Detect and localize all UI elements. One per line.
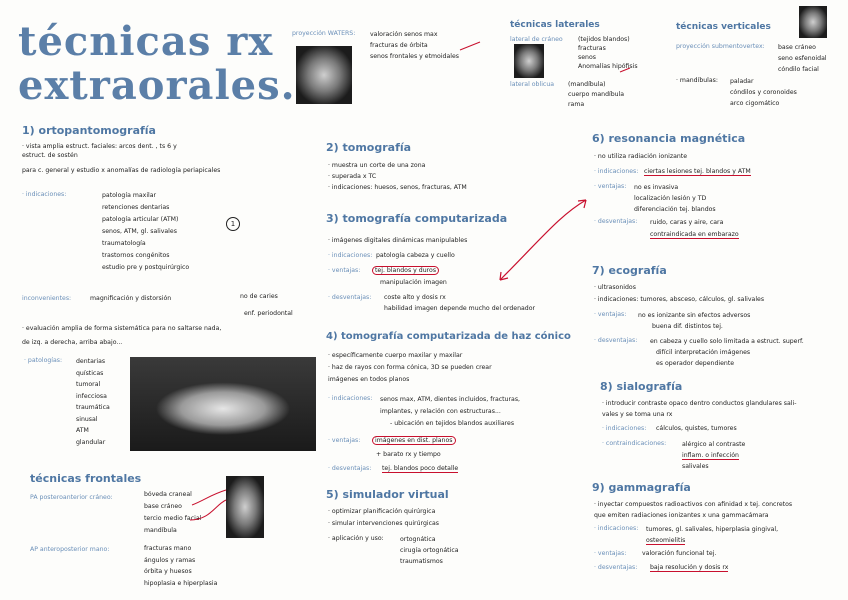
- list-item: rama: [568, 101, 585, 108]
- s5-line: · simular intervenciones quirúrgicas: [328, 520, 440, 527]
- s9-heading: 9) gammagrafía: [592, 481, 691, 494]
- list-item: (tejidos blandos): [578, 36, 630, 43]
- s9-des-highlight: baja resolución y dosis rx: [650, 564, 729, 571]
- list-item: arco cigomático: [730, 100, 780, 107]
- list-item: seno esfenoidal: [778, 55, 827, 62]
- s4-des-highlight: tej. blandos poco detalle: [382, 465, 459, 472]
- s6-ind-label: · indicaciones:: [594, 168, 639, 175]
- list-item: cóndilo facial: [778, 66, 819, 73]
- vert-l2-label: · mandíbulas:: [676, 77, 718, 84]
- list-item: fracturas de órbita: [370, 42, 428, 49]
- lateral-pointer-arrow: [620, 68, 630, 72]
- list-item: cuerpo mandíbula: [568, 91, 625, 98]
- mri-ct-arrow: [500, 200, 586, 280]
- list-item: cirugía ortognática: [400, 547, 459, 554]
- s1-par-label: · patologías:: [24, 357, 63, 364]
- s6-heading: 6) resonancia magnética: [592, 132, 746, 145]
- s6-vent-line: no es invasiva: [634, 184, 679, 191]
- s4-heading: 4) tomografía computarizada de haz cónico: [326, 331, 571, 342]
- list-item: base cráneo: [778, 44, 816, 51]
- s8-ind: cálculos, quistes, tumores: [656, 425, 737, 432]
- list-item: fracturas mano: [144, 545, 192, 552]
- s1-eval: · evaluación amplia de forma sistemática para no saltarse nada,: [22, 325, 222, 332]
- list-item: base cráneo: [144, 503, 182, 510]
- front-l1-label: PA posteroanterior cráneo:: [30, 494, 113, 501]
- s1-inc: enf. periodontal: [244, 310, 293, 317]
- front-heading: técnicas frontales: [30, 472, 142, 485]
- s2-line: · indicaciones: huesos, senos, fracturas, ATM: [328, 184, 467, 191]
- s6-vent-line: diferenciación tej. blandos: [634, 206, 716, 213]
- list-item: senos, ATM, gl. salivales: [102, 228, 177, 235]
- s4-vent-label: · ventajas:: [328, 437, 361, 444]
- list-item: ortognática: [400, 536, 436, 543]
- list-item: patología maxilar: [102, 192, 157, 199]
- list-item: senos: [578, 54, 596, 61]
- list-item: traumatismos: [400, 558, 443, 565]
- waters-label: proyección WATERS:: [292, 30, 356, 37]
- lat-l2-label: lateral oblicua: [510, 81, 555, 88]
- list-item: hipoplasia e hiperplasia: [144, 579, 218, 587]
- s1-line: · vista amplia estruct. faciales: arcos dent. , ts 6 y: [22, 143, 177, 150]
- s6-line: · no utiliza radiación ionizante: [594, 153, 688, 160]
- front-pointer-arrow: [190, 500, 226, 520]
- list-item: bóveda craneal: [144, 491, 192, 498]
- s7-vent-line: buena dif. distintos tej.: [652, 323, 723, 330]
- s5-heading: 5) simulador virtual: [326, 488, 449, 501]
- s1-inc: magnificación y distorsión: [90, 295, 172, 302]
- list-item: trastornos congénitos: [102, 252, 170, 259]
- s8-contra-line: alérgico al contraste: [682, 441, 746, 448]
- s5-line: · optimizar planificación quirúrgica: [328, 508, 436, 515]
- list-item: fracturas: [578, 45, 606, 52]
- s3-vent-highlight: tej. blandos y duros: [372, 266, 439, 275]
- list-item: ATM: [76, 427, 89, 434]
- main-title-line1: técnicas rx: [18, 18, 274, 65]
- s4-ind-label: · indicaciones:: [328, 395, 373, 402]
- s8-contra-highlight: inflam. o infección: [682, 452, 739, 459]
- s7-des-line: es operador dependiente: [656, 360, 735, 367]
- s7-des-label: · desventajas:: [594, 337, 638, 344]
- s4-vent-highlight: imágenes en dist. planos: [372, 436, 456, 445]
- front-l2-label: AP anteroposterior mano:: [30, 546, 110, 553]
- s3-heading: 3) tomografía computarizada: [326, 212, 508, 225]
- s8-heading: 8) sialografía: [600, 380, 683, 393]
- lat-l1-label: lateral de cráneo: [510, 36, 563, 43]
- s9-line: que emiten radiaciones ionizantes x una gammacámara: [594, 512, 769, 519]
- s5-l3-label: · aplicación y uso:: [328, 535, 384, 542]
- s6-vent-line: localización lesión y TD: [634, 195, 707, 202]
- lat-heading: técnicas laterales: [510, 20, 600, 30]
- s4-ind-line: senos max, ATM, dientes incluidos, fracturas,: [380, 396, 521, 403]
- list-item: mandíbula: [144, 527, 177, 534]
- s6-des-line: ruido, caras y aire, cara: [650, 219, 724, 226]
- s3-des: habilidad imagen depende mucho del ordenador: [384, 305, 536, 312]
- s8-line: vales y se toma una rx: [602, 411, 673, 418]
- s7-line: · indicaciones: tumores, absceso, cálculos, gl. salivales: [594, 296, 765, 303]
- list-item: quísticas: [76, 369, 104, 377]
- waters-pointer-arrow: [460, 42, 480, 50]
- s2-line: · muestra un corte de una zona: [328, 162, 426, 169]
- s2-heading: 2) tomografía: [326, 141, 412, 154]
- s9-vent: valoración funcional tej.: [642, 550, 717, 557]
- s8-contra-label: · contraindicaciones:: [602, 440, 667, 447]
- list-item: Anomalías hipófisis: [578, 63, 638, 70]
- s7-heading: 7) ecografía: [592, 264, 667, 277]
- s7-des-line: en cabeza y cuello solo limitada a estruct. superf.: [650, 338, 804, 345]
- s9-des-label: · desventajas:: [594, 564, 638, 571]
- s7-line: · ultrasonidos: [594, 284, 636, 291]
- main-title-line2: extraorales.: [18, 62, 296, 109]
- s1-inc: no de caries: [240, 293, 278, 300]
- s3-des: coste alto y dosis rx: [384, 294, 446, 301]
- s4-line: · específicamente cuerpo maxilar y maxilar: [328, 352, 463, 359]
- list-item: órbita y huesos: [144, 568, 192, 575]
- list-item: valoración senos max: [370, 31, 438, 38]
- s1-ind-label: · indicaciones:: [22, 191, 67, 198]
- s3-line: · imágenes digitales dinámicas manipulables: [328, 237, 468, 244]
- s1-inc-label: inconvenientes:: [22, 295, 72, 302]
- list-item: traumática: [76, 404, 110, 411]
- list-item: estudio pre y postquirúrgico: [102, 264, 190, 271]
- list-item: traumatología: [102, 240, 146, 247]
- s9-ind-highlight: osteomielitis: [646, 537, 686, 544]
- s3-des-label: · desventajas:: [328, 294, 372, 301]
- s4-des-label: · desventajas:: [328, 465, 372, 472]
- s4-ind-line: - ubicación en tejidos blandos auxiliares: [390, 420, 515, 427]
- list-item: sinusal: [76, 415, 98, 423]
- s7-vent-label: · ventajas:: [594, 311, 627, 318]
- list-item: tumoral: [76, 381, 101, 388]
- vert-heading: técnicas verticales: [676, 22, 771, 32]
- list-item: ángulos y ramas: [144, 556, 196, 564]
- s4-vent: + barato rx y tiempo: [376, 451, 441, 458]
- s1-eval: de izq. a derecha, arriba abajo...: [22, 339, 123, 346]
- s7-des-line: difícil interpretación imágenes: [656, 349, 751, 356]
- s6-des-label: · desventajas:: [594, 218, 638, 225]
- list-item: retenciones dentarias: [102, 204, 170, 211]
- s6-vent-label: · ventajas:: [594, 183, 627, 190]
- list-item: patología articular (ATM): [102, 216, 179, 223]
- s7-vent-line: no es ionizante sin efectos adversos: [638, 312, 751, 319]
- s3-vent: manipulación imagen: [380, 279, 447, 286]
- list-item: paladar: [730, 78, 754, 85]
- list-item: cóndilos y coronoides: [730, 89, 797, 96]
- s4-line: · haz de rayos con forma cónica, 3D se pueden crear: [328, 364, 492, 371]
- s3-vent-label: · ventajas:: [328, 267, 361, 274]
- s8-line: · introducir contraste opaco dentro conductos glandulares sali-: [602, 400, 797, 407]
- s3-ind-label: · indicaciones:: [328, 252, 373, 259]
- s1-line: para c. general y estudio x anomalías de radiología periapicales: [22, 167, 221, 174]
- s9-ind-label: · indicaciones:: [594, 525, 639, 532]
- list-item: glandular: [76, 438, 106, 446]
- s9-vent-label: · ventajas:: [594, 550, 627, 557]
- list-item: infecciosa: [76, 392, 107, 400]
- number-circle: 1: [226, 217, 240, 231]
- s2-line: · superada x TC: [328, 173, 377, 180]
- list-item: (mandíbula): [568, 81, 606, 88]
- s8-contra-line: salivales: [682, 463, 709, 470]
- s9-ind-line: tumores, gl. salivales, hiperplasia gingival,: [646, 526, 779, 533]
- list-item: senos frontales y etmoidales: [370, 53, 460, 60]
- list-item: tercio medio facial: [144, 515, 202, 522]
- list-item: dentarias: [76, 358, 106, 365]
- s3-ind: patología cabeza y cuello: [376, 252, 455, 259]
- s6-ind-highlight: ciertas lesiones tej. blandos y ATM: [644, 168, 751, 175]
- vert-label: proyección submentovertex:: [676, 43, 765, 50]
- s1-line: estruct. de sostén: [22, 152, 78, 159]
- s9-line: · inyectar compuestos radioactivos con afinidad x tej. concretos: [594, 501, 793, 508]
- s4-ind-line: implantes, y relación con estructuras...: [380, 408, 501, 415]
- s6-des-highlight: contraindicada en embarazo: [650, 231, 739, 238]
- s4-line: imágenes en todos planos: [328, 376, 410, 383]
- s8-ind-label: · indicaciones:: [602, 425, 647, 432]
- s1-heading: 1) ortopantomografía: [22, 124, 156, 137]
